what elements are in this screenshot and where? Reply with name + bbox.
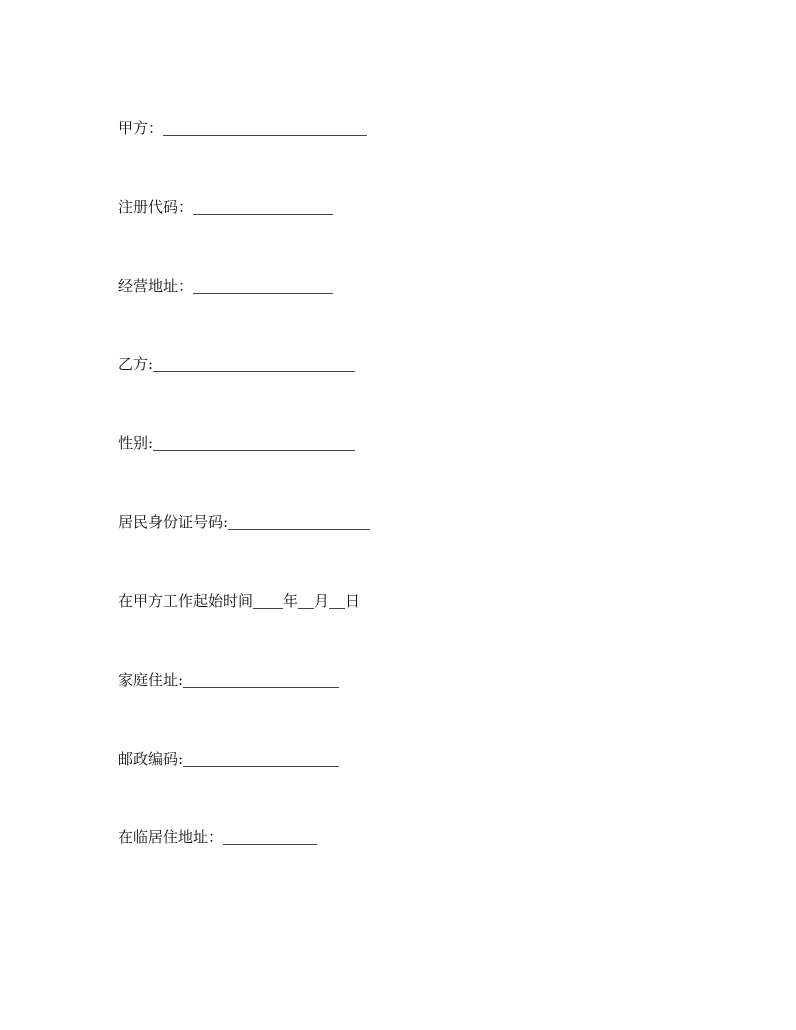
gender-colon: : xyxy=(148,434,154,452)
id-number-colon: : xyxy=(223,513,229,531)
start-day-unit: 日 xyxy=(345,592,361,610)
start-time-row xyxy=(118,590,360,612)
biz-address-colon: ： xyxy=(178,277,194,295)
temp-address-row xyxy=(118,826,317,848)
party-b-row xyxy=(118,353,355,375)
postal-code-label: 邮政编码 xyxy=(118,750,179,768)
start-year-unit: 年 xyxy=(283,592,299,610)
party-a-row xyxy=(118,117,367,139)
postal-code-row xyxy=(118,748,339,770)
postal-code-colon: : xyxy=(178,750,184,768)
home-address-row xyxy=(118,669,339,691)
start-year-blank[interactable] xyxy=(253,592,283,609)
reg-code-blank[interactable] xyxy=(193,198,333,215)
start-time-label: 在甲方工作起始时间 xyxy=(118,592,254,610)
gender-label: 性别 xyxy=(118,434,149,452)
id-number-blank[interactable] xyxy=(228,513,370,530)
party-b-colon: : xyxy=(148,355,154,373)
reg-code-label: 注册代码 xyxy=(118,198,179,216)
party-b-blank[interactable] xyxy=(153,355,355,372)
temp-address-label: 在临居住地址 xyxy=(118,828,209,846)
biz-address-row xyxy=(118,275,333,297)
party-a-colon: ： xyxy=(148,119,164,137)
party-a-blank[interactable] xyxy=(163,119,367,136)
reg-code-row xyxy=(118,196,333,218)
home-address-blank[interactable] xyxy=(183,671,339,688)
home-address-label: 家庭住址 xyxy=(118,671,179,689)
biz-address-blank[interactable] xyxy=(193,277,333,294)
party-b-label: 乙方 xyxy=(118,355,149,373)
gender-row xyxy=(118,432,355,454)
temp-address-colon: ： xyxy=(208,828,224,846)
id-number-row xyxy=(118,511,370,533)
biz-address-label: 经营地址 xyxy=(118,277,179,295)
start-day-blank[interactable] xyxy=(329,592,345,609)
postal-code-blank[interactable] xyxy=(183,750,339,767)
party-a-label: 甲方 xyxy=(118,119,149,137)
reg-code-colon: ： xyxy=(178,198,194,216)
temp-address-blank[interactable] xyxy=(223,828,317,845)
id-number-label: 居民身份证号码 xyxy=(118,513,224,531)
start-month-unit: 月 xyxy=(314,592,330,610)
home-address-colon: : xyxy=(178,671,184,689)
gender-blank[interactable] xyxy=(153,434,355,451)
start-month-blank[interactable] xyxy=(298,592,314,609)
